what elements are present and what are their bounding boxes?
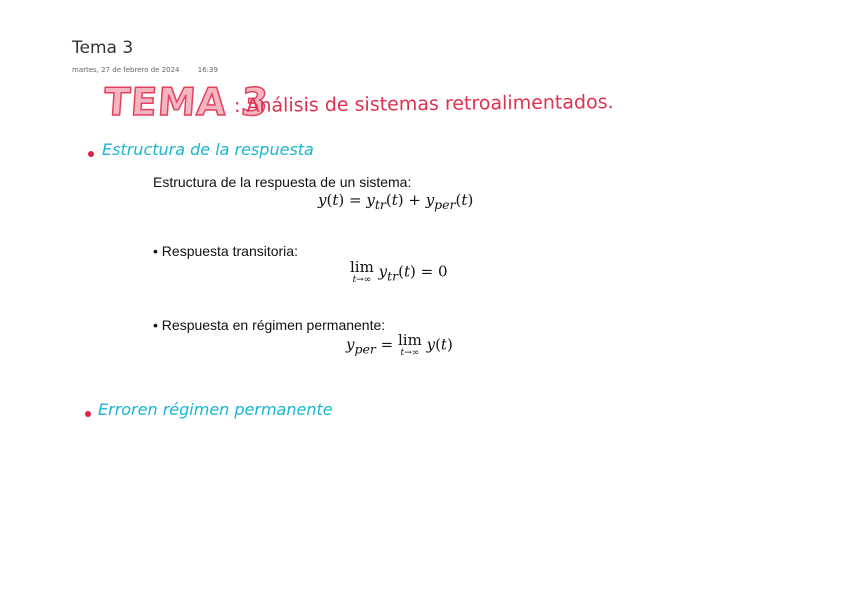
formula-respuesta-total: $y(t) = y_{tr}(t) + y_{per}(t)$ [318, 191, 474, 212]
page-title: Tema 3 [72, 38, 134, 58]
formula-permanente: $y_{per}$ = lim t→∞ y(t) [346, 331, 453, 358]
tema-heading-subtitle: : Análisis de sistemas retroalimentados. [233, 91, 614, 117]
section-heading-error: Erroren régimen permanente [98, 400, 333, 419]
page-date: martes, 27 de febrero de 2024 [72, 66, 180, 74]
respuesta-transitoria-label: • Respuesta transitoria: [153, 243, 298, 259]
section-heading-estructura: Estructura de la respuesta [102, 140, 314, 159]
respuesta-permanente-label: • Respuesta en régimen permanente: [153, 317, 386, 333]
page-time: 16:39 [197, 66, 218, 74]
bullet-dot [85, 411, 91, 417]
estructura-intro: Estructura de la respuesta de un sistema: [153, 174, 412, 190]
bullet-dot [88, 151, 94, 157]
formula-transitoria: lim t→∞ $y_{tr}(t) = 0$ [350, 258, 448, 285]
tema-heading-label: TEMA 3 [102, 80, 271, 124]
page-metadata [72, 66, 218, 74]
